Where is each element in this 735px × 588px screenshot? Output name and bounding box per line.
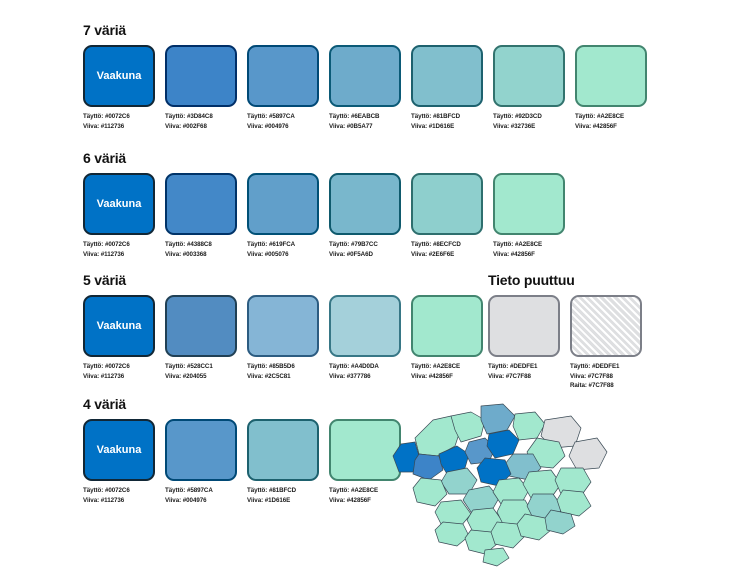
swatch-meta: [165, 486, 213, 505]
swatch-fill-text: Täyttö: #79B7CC: [329, 241, 378, 248]
swatch-stroke-text: Viiva: #004976: [247, 122, 289, 130]
section-title-five-colors: 5 väriä: [83, 272, 126, 288]
swatch-stroke-text: Viiva: #42856F: [411, 372, 453, 380]
map-region: [513, 412, 545, 440]
swatch-stroke-text: Viiva: #42856F: [329, 496, 371, 504]
swatch-fill-text: Täyttö: #619FCA: [247, 241, 296, 248]
section-missing-data: [488, 272, 642, 391]
swatch-meta: [165, 240, 212, 259]
swatch-box[interactable]: [575, 45, 647, 107]
section-four-colors: [83, 396, 401, 505]
swatch-fill-text: Täyttö: #0072C6: [83, 487, 130, 494]
swatch-box[interactable]: [247, 45, 319, 107]
swatch-fill-text: Täyttö: #8ECFCD: [411, 241, 461, 248]
section-title-four-colors: 4 väriä: [83, 396, 126, 412]
swatch-box[interactable]: [493, 173, 565, 235]
swatch-cell[interactable]: [83, 419, 155, 505]
swatch-row-missing-data: [488, 295, 642, 391]
swatch-stroke-text: Viiva: #2C5C81: [247, 372, 291, 380]
swatch-cell[interactable]: [247, 173, 319, 259]
swatch-cell[interactable]: [247, 419, 319, 505]
swatch-meta: [247, 240, 295, 259]
map-region: [545, 510, 575, 534]
swatch-meta: [493, 240, 542, 259]
swatch-inner-label: Vaakuna: [96, 444, 142, 456]
swatch-meta: [83, 240, 130, 259]
swatch-stroke-text: Viiva: #377786: [329, 372, 371, 380]
map-region: [413, 454, 443, 480]
swatch-meta: [83, 362, 130, 381]
swatch-meta: [488, 362, 537, 381]
swatch-meta: [411, 112, 460, 131]
swatch-row-six-colors: [83, 173, 565, 259]
swatch-box[interactable]: [329, 45, 401, 107]
swatch-meta: [247, 362, 295, 381]
swatch-row-seven-colors: [83, 45, 647, 131]
swatch-cell[interactable]: [411, 295, 483, 381]
swatch-cell[interactable]: [493, 45, 565, 131]
swatch-box[interactable]: [165, 295, 237, 357]
swatch-stroke-text: Viiva: #004976: [165, 496, 207, 504]
map-svg: [385, 398, 715, 578]
swatch-fill-text: Täyttö: #81BFCD: [247, 487, 297, 494]
map-region: [483, 548, 509, 566]
swatch-meta: [83, 112, 130, 131]
swatch-fill-text: Täyttö: #81BFCD: [411, 113, 461, 120]
swatch-fill-text: Täyttö: #A2E8CE: [575, 113, 625, 120]
swatch-stripe-text: Raita: #7C7F88: [570, 382, 614, 390]
swatch-meta: [570, 362, 619, 391]
swatch-cell[interactable]: [165, 295, 237, 381]
swatch-cell[interactable]: [83, 295, 155, 381]
finland-region-map: [385, 398, 715, 578]
swatch-stroke-text: Viiva: #002F68: [165, 122, 207, 130]
swatch-stroke-text: Viiva: #204055: [165, 372, 207, 380]
swatch-meta: [329, 486, 378, 505]
swatch-box[interactable]: [83, 173, 155, 235]
swatch-cell[interactable]: [247, 45, 319, 131]
swatch-stroke-text: Viiva: #112736: [83, 496, 125, 504]
swatch-box[interactable]: [83, 419, 155, 481]
section-title-missing-data: Tieto puuttuu: [488, 272, 575, 288]
swatch-fill-text: Täyttö: #A2E8CE: [411, 363, 461, 370]
swatch-stroke-text: Viiva: #42856F: [493, 250, 535, 258]
swatch-cell[interactable]: [83, 45, 155, 131]
swatch-fill-text: Täyttö: #A2E8CE: [493, 241, 543, 248]
swatch-stroke-text: Viiva: #005076: [247, 250, 289, 258]
swatch-meta: [411, 240, 461, 259]
swatch-box[interactable]: [165, 45, 237, 107]
swatch-cell[interactable]: [411, 173, 483, 259]
swatch-row-five-colors: [83, 295, 483, 381]
swatch-fill-text: Täyttö: #DEDFE1: [488, 363, 538, 370]
swatch-stroke-text: Viiva: #112736: [83, 122, 125, 130]
swatch-box-hatched[interactable]: [570, 295, 642, 357]
swatch-meta: [165, 362, 213, 381]
section-five-colors: [83, 272, 483, 381]
swatch-stroke-text: Viiva: #0B5A77: [329, 122, 373, 130]
swatch-cell[interactable]: [329, 173, 401, 259]
map-region: [481, 404, 515, 434]
swatch-box[interactable]: [83, 295, 155, 357]
section-title-seven-colors: 7 väriä: [83, 22, 126, 38]
swatch-box[interactable]: [329, 295, 401, 357]
swatch-stroke-text: Viiva: #003368: [165, 250, 207, 258]
swatch-fill-text: Täyttö: #0072C6: [83, 241, 130, 248]
swatch-stroke-text: Viiva: #112736: [83, 372, 125, 380]
swatch-stroke-text: Viiva: #32736E: [493, 122, 536, 130]
swatch-box[interactable]: [83, 45, 155, 107]
section-title-six-colors: 6 väriä: [83, 150, 126, 166]
swatch-box[interactable]: [488, 295, 560, 357]
swatch-box[interactable]: [247, 173, 319, 235]
swatch-meta: [411, 362, 460, 381]
swatch-fill-text: Täyttö: #A2E8CE: [329, 487, 379, 494]
swatch-cell[interactable]: [329, 295, 401, 381]
map-region: [569, 438, 607, 470]
swatch-meta: [83, 486, 130, 505]
swatch-fill-text: Täyttö: #85B5D6: [247, 363, 295, 370]
swatch-stroke-text: Viiva: #7C7F88: [570, 372, 613, 380]
swatch-fill-text: Täyttö: #0072C6: [83, 113, 130, 120]
swatch-meta: [575, 112, 624, 131]
swatch-fill-text: Täyttö: #0072C6: [83, 363, 130, 370]
swatch-fill-text: Täyttö: #A4D0DA: [329, 363, 379, 370]
swatch-cell[interactable]: [165, 419, 237, 505]
swatch-fill-text: Täyttö: #4388C8: [165, 241, 212, 248]
swatch-fill-text: Täyttö: #528CC1: [165, 363, 213, 370]
swatch-meta: [493, 112, 542, 131]
swatch-fill-text: Täyttö: #6EABCB: [329, 113, 380, 120]
swatch-box[interactable]: [411, 295, 483, 357]
swatch-cell[interactable]: [165, 173, 237, 259]
swatch-box[interactable]: [165, 419, 237, 481]
swatch-cell[interactable]: [570, 295, 642, 391]
swatch-cell[interactable]: [247, 295, 319, 381]
swatch-box[interactable]: [329, 173, 401, 235]
swatch-stroke-text: Viiva: #0F5A6D: [329, 250, 373, 258]
swatch-meta: [329, 240, 378, 259]
swatch-cell[interactable]: [165, 45, 237, 131]
swatch-cell[interactable]: [329, 45, 401, 131]
swatch-stroke-text: Viiva: #112736: [83, 250, 125, 258]
swatch-stroke-text: Viiva: #42856F: [575, 122, 617, 130]
swatch-meta: [165, 112, 213, 131]
swatch-box[interactable]: [493, 45, 565, 107]
swatch-meta: [247, 486, 296, 505]
swatch-cell[interactable]: [488, 295, 560, 381]
section-seven-colors: [83, 22, 647, 131]
swatch-box[interactable]: [247, 295, 319, 357]
swatch-meta: [247, 112, 295, 131]
swatch-stroke-text: Viiva: #1D616E: [411, 122, 455, 130]
swatch-row-four-colors: [83, 419, 401, 505]
swatch-box[interactable]: [411, 45, 483, 107]
swatch-meta: [329, 362, 379, 381]
swatch-box[interactable]: [411, 173, 483, 235]
swatch-fill-text: Täyttö: #5897CA: [247, 113, 295, 120]
swatch-cell[interactable]: [493, 173, 565, 259]
swatch-stroke-text: Viiva: #2E6F6E: [411, 250, 455, 258]
swatch-cell[interactable]: [83, 173, 155, 259]
swatch-fill-text: Täyttö: #3D84C8: [165, 113, 213, 120]
swatch-fill-text: Täyttö: #5897CA: [165, 487, 213, 494]
map-region: [435, 522, 469, 546]
swatch-stroke-text: Viiva: #7C7F88: [488, 372, 531, 380]
swatch-fill-text: Täyttö: #92D3CD: [493, 113, 542, 120]
swatch-box[interactable]: [165, 173, 237, 235]
swatch-inner-label: Vaakuna: [96, 198, 142, 210]
swatch-meta: [329, 112, 379, 131]
section-six-colors: [83, 150, 565, 259]
swatch-box[interactable]: [247, 419, 319, 481]
swatch-inner-label: Vaakuna: [96, 320, 142, 332]
swatch-cell[interactable]: [575, 45, 647, 131]
swatch-cell[interactable]: [411, 45, 483, 131]
swatch-fill-text: Täyttö: #DEDFE1: [570, 363, 620, 370]
swatch-inner-label: Vaakuna: [96, 70, 142, 82]
swatch-stroke-text: Viiva: #1D616E: [247, 496, 291, 504]
